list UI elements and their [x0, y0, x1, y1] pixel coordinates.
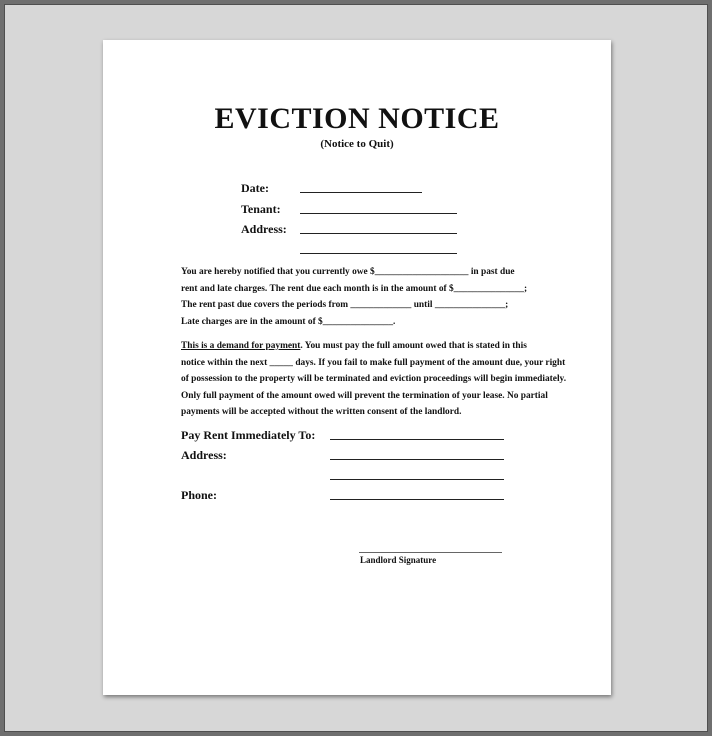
- paragraph-1-line-1: You are hereby notified that you currently owe $____________________ in past due: [181, 267, 515, 277]
- payee-address-label: Address:: [181, 448, 227, 462]
- signature-line: [359, 552, 502, 553]
- paragraph-2-line-1: [181, 338, 566, 355]
- date-field-line: [300, 192, 422, 193]
- phone-field-line: [330, 499, 504, 500]
- paragraph-2-line-5: payments will be accepted without the written consent of the landlord.: [181, 407, 462, 417]
- paragraph-1-line-3: The rent past due covers the periods from _____________ until _______________;: [181, 300, 509, 310]
- payee-address-line-2: [330, 479, 504, 480]
- document-title: EVICTION NOTICE: [214, 102, 500, 135]
- address-field-line-2: [300, 253, 457, 254]
- paragraph-1-line-2: rent and late charges. The rent due each month is in the amount of $_______________;: [181, 283, 528, 294]
- tenant-field-line: [300, 213, 457, 214]
- pay-rent-field-line: [330, 439, 504, 440]
- landlord-signature-label: Landlord Signature: [360, 555, 437, 565]
- address-field-line-1: [300, 233, 457, 234]
- tenant-label: Tenant:: [241, 202, 281, 216]
- date-label: Date:: [241, 181, 269, 195]
- document-subtitle: (Notice to Quit): [320, 138, 394, 150]
- demand-for-payment-text: This is a demand for payment: [181, 341, 301, 351]
- paragraph-2-line-4: Only full payment of the amount owed will prevent the termination of your lease. No partial: [181, 390, 548, 401]
- paragraph-2-line-1-rest: . You must pay the full amount owed that is stated in this: [300, 341, 527, 351]
- paragraph-2: [181, 338, 566, 421]
- pay-rent-label: Pay Rent Immediately To:: [181, 428, 316, 442]
- document-page: [103, 40, 611, 695]
- payee-address-line-1: [330, 459, 504, 460]
- paragraph-1: [181, 264, 527, 330]
- address-label: Address:: [241, 222, 287, 236]
- paragraph-2-line-3: of possession to the property will be terminated and eviction proceedings will begin immediately.: [181, 374, 567, 384]
- paragraph-1-line-4: Late charges are in the amount of $_______________.: [181, 316, 396, 327]
- paragraph-2-line-2: notice within the next _____ days. If you fail to make full payment of the amount due, your right: [181, 357, 566, 368]
- phone-label: Phone:: [181, 488, 217, 502]
